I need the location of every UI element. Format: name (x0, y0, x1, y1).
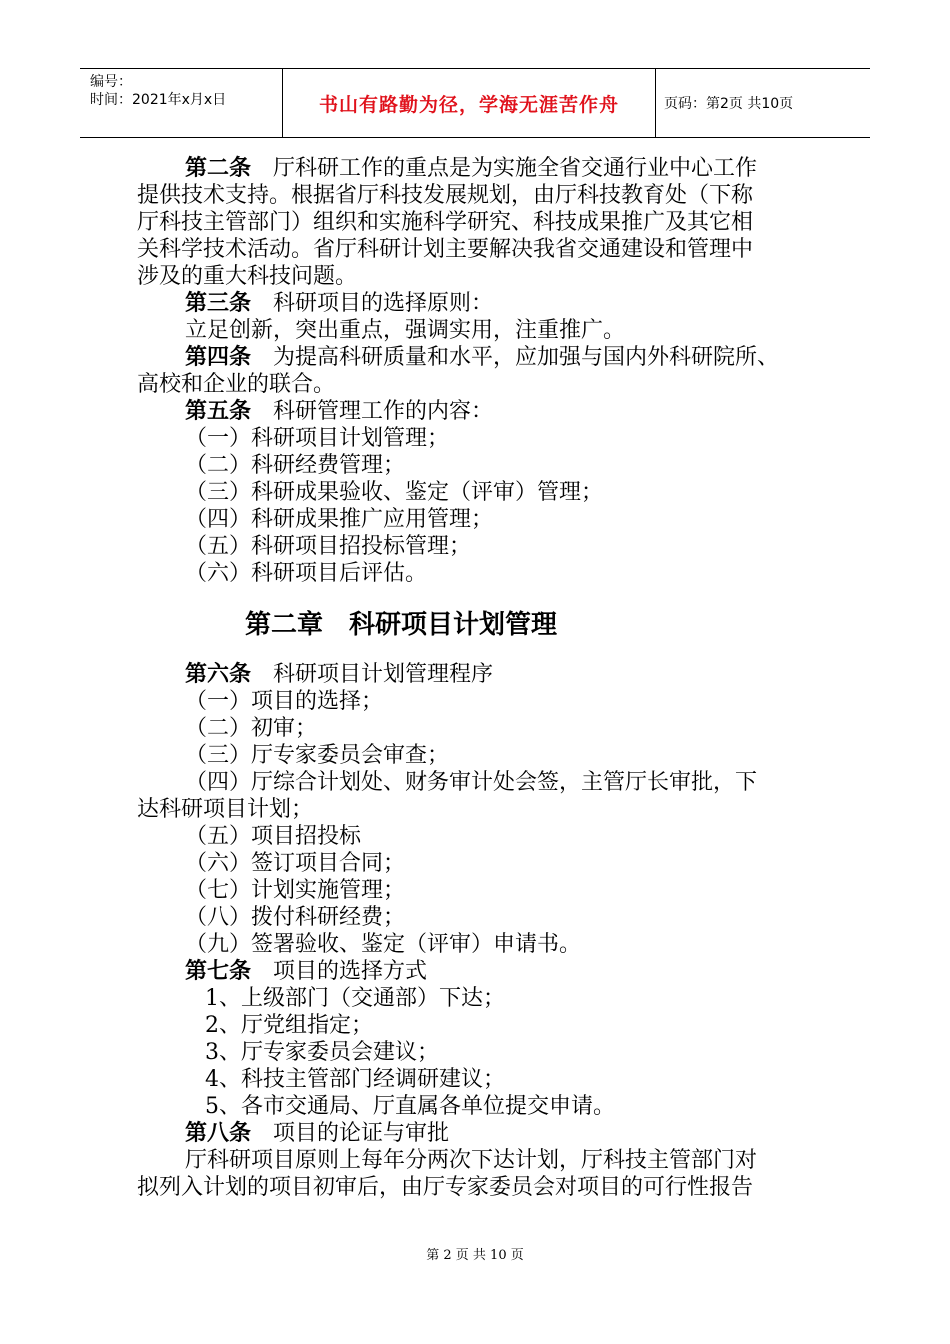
article-4-line: 高校和企业的联合。 (137, 372, 336, 397)
list-item: （六）签订项目合同； (185, 851, 406, 876)
article-8-line: 厅科研项目原则上每年分两次下达计划，厅科技主管部门对 (185, 1148, 758, 1173)
list-item-continuation: 达科研项目计划； (137, 797, 314, 822)
article-3-title: 第三条 (185, 291, 252, 316)
chapter-heading: 第二章 科研项目计划管理 (245, 610, 558, 640)
page-header (80, 68, 870, 138)
article-7-title: 第七条 (185, 959, 252, 984)
header-page-cell (654, 69, 870, 137)
list-item: （五）科研项目招投标管理； (185, 534, 472, 559)
article-4-line (137, 344, 837, 371)
list-item: （一）项目的选择； (185, 689, 384, 714)
list-item: （四）科研成果推广应用管理； (185, 507, 494, 532)
list-item: （五）项目招投标 (185, 824, 362, 849)
article-6-text: 科研项目计划管理程序 (273, 662, 494, 687)
page-footer: 第 2 页 共 10 页 (426, 1248, 524, 1263)
list-item: （三）厅专家委员会审查； (185, 743, 450, 768)
list-item: （七）计划实施管理； (185, 878, 406, 903)
article-5-text: 科研管理工作的内容： (273, 399, 494, 424)
article-3-text: 科研项目的选择原则： (273, 291, 494, 316)
list-item: 3、厅专家委员会建议； (205, 1040, 439, 1065)
header-info-cell (80, 69, 282, 137)
article-2-line (137, 155, 837, 182)
header-motto: 书山有路勤为径，学海无涯苦作舟 (318, 93, 619, 116)
list-item: 1、上级部门（交通部）下达； (205, 986, 505, 1011)
list-item: （四）厅综合计划处、财务审计处会签，主管厅长审批，下 (185, 770, 758, 795)
document-body (137, 155, 837, 1201)
header-number-label: 编号： (90, 74, 132, 90)
article-2-text: 厅科研工作的重点是为实施全省交通行业中心工作 (273, 156, 758, 181)
article-2-line: 涉及的重大科技问题。 (137, 264, 358, 289)
article-8-text: 项目的论证与审批 (273, 1121, 450, 1146)
article-5-line (137, 398, 837, 425)
article-2-title: 第二条 (185, 156, 252, 181)
list-item: （六）科研项目后评估。 (185, 561, 428, 586)
article-5-title: 第五条 (185, 399, 252, 424)
header-page-code: 页码：第2页 共10页 (664, 96, 794, 112)
article-2-line: 厅科技主管部门）组织和实施科学研究、科技成果推广及其它相 (137, 210, 754, 235)
article-3-principle: 立足创新，突出重点，强调实用，注重推广。 (185, 318, 626, 343)
list-item: 5、各市交通局、厅直属各单位提交申请。 (205, 1094, 615, 1119)
article-8-line: 拟列入计划的项目初审后，由厅专家委员会对项目的可行性报告 (137, 1175, 754, 1200)
article-2-line: 关科学技术活动。省厅科研计划主要解决我省交通建设和管理中 (137, 237, 754, 262)
list-item: （九）签署验收、鉴定（评审）申请书。 (185, 932, 582, 957)
article-6-line (137, 661, 837, 688)
list-item: （二）初审； (185, 716, 318, 741)
list-item: 4、科技主管部门经调研建议； (205, 1067, 505, 1092)
article-4-title: 第四条 (185, 345, 252, 370)
article-4-text: 为提高科研质量和水平，应加强与国内外科研院所、 (273, 345, 780, 370)
article-8-title: 第八条 (185, 1121, 252, 1146)
list-item: （二）科研经费管理； (185, 453, 406, 478)
header-motto-cell (282, 69, 656, 137)
article-7-text: 项目的选择方式 (273, 959, 428, 984)
list-item: 2、厅党组指定； (205, 1013, 373, 1038)
article-8-line (137, 1120, 837, 1147)
list-item: （八）拨付科研经费； (185, 905, 406, 930)
article-2-line: 提供技术支持。根据省厅科技发展规划，由厅科技教育处（下称 (137, 183, 754, 208)
list-item: （一）科研项目计划管理； (185, 426, 450, 451)
article-6-title: 第六条 (185, 662, 252, 687)
list-item: （三）科研成果验收、鉴定（评审）管理； (185, 480, 604, 505)
article-7-line (137, 958, 837, 985)
article-3-line (137, 290, 837, 317)
header-time-label: 时间：2021年x月x日 (90, 92, 227, 108)
